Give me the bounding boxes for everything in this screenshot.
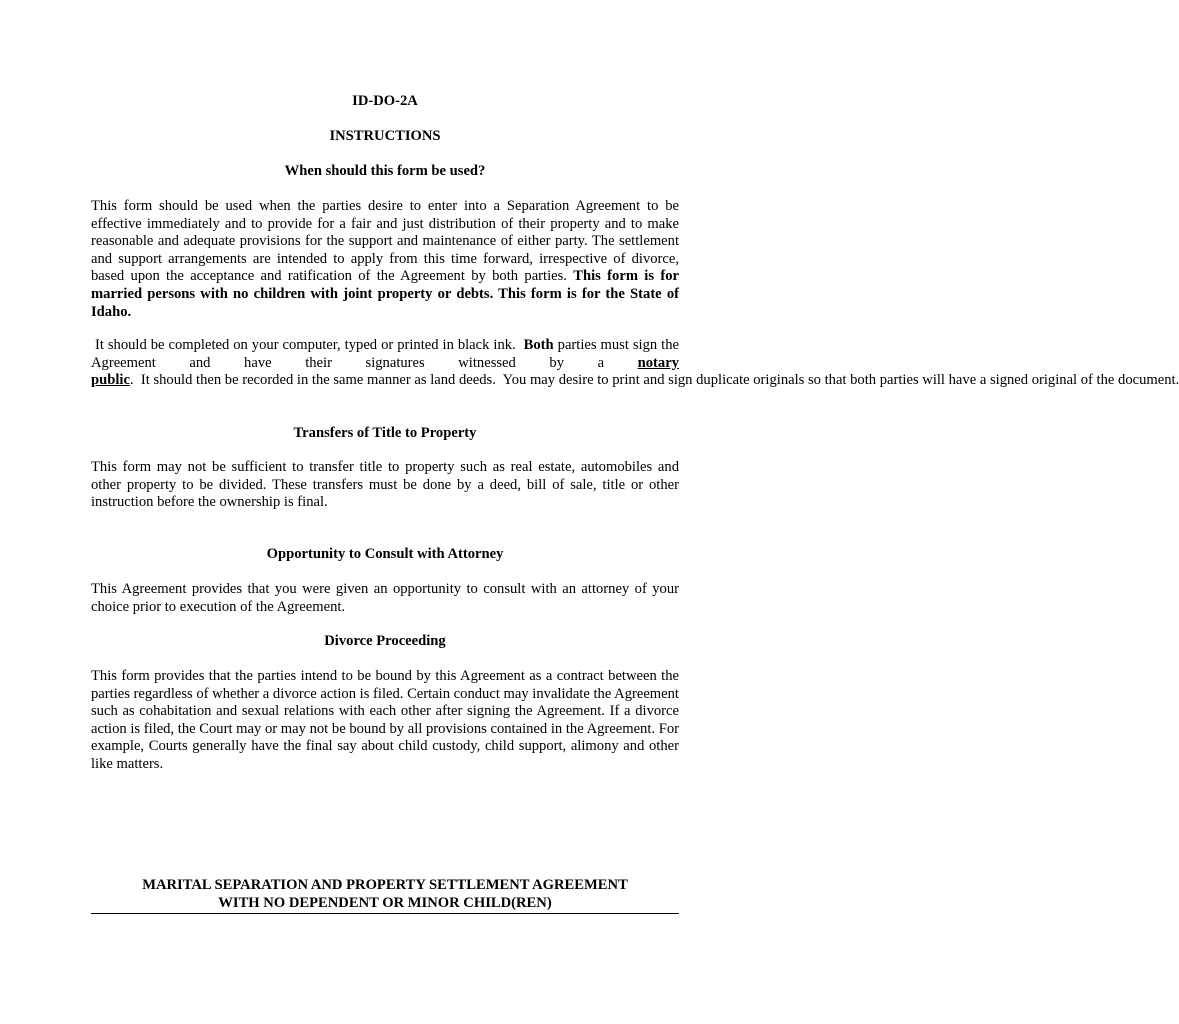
agreement-title-line-1: MARITAL SEPARATION AND PROPERTY SETTLEMENT AGREEMENT bbox=[142, 877, 628, 893]
usage-bold-text: This form is for married persons with no children with joint property or debts. This form is for the State of Idaho. bbox=[91, 268, 679, 320]
notary-public-text: notary public bbox=[91, 354, 679, 389]
completion-text-3: . It should then be recorded in the same manner as land deeds. You may desire to print and sign duplicate originals so that both parties will have a signed original of the document. bbox=[129, 372, 1179, 389]
completion-text-2: parties must sign the Agreement and have their signatures witnessed by a bbox=[91, 337, 679, 371]
usage-paragraph bbox=[91, 198, 679, 321]
divorce-paragraph: This form provides that the parties intend to be bound by this Agreement as a contract between the parties regardless of whether a divorce action is filed. Certain conduct may invalidate the Agreement such as cohabitation and sexual relations with each other after signing the Agreement. If a divorce action is filed, the Court may or may not be bound by all provisions contained in the Agreement. For example, Courts generally have the final say about child custody, child support, alimony and other like matters. bbox=[91, 668, 679, 772]
usage-text: This form should be used when the parties desire to enter into a Separation Agreement to be effective immediately and to provide for a fair and just distribution of their property and to make reasonable and adequate provisions for the support and maintenance of either party. The settlement and support arrangements are intended to apply from this time forward, irrespective of divorce, based upon the acceptance and ratification of the Agreement by both parties. bbox=[91, 198, 679, 285]
form-code: ID-DO-2A bbox=[352, 93, 418, 109]
transfers-heading: Transfers of Title to Property bbox=[293, 425, 477, 441]
completion-text-1: It should be completed on your computer, typed or printed in black ink. bbox=[91, 337, 524, 353]
instructions-heading: INSTRUCTIONS bbox=[329, 128, 441, 144]
agreement-title-line-2: WITH NO DEPENDENT OR MINOR CHILD(REN) bbox=[218, 894, 552, 911]
consult-paragraph: This Agreement provides that you were given an opportunity to consult with an attorney of your choice prior to execution of the Agreement. bbox=[91, 581, 679, 615]
transfers-paragraph: This form may not be sufficient to transfer title to property such as real estate, automobiles and other property to be divided. These transfers must be done by a deed, bill of sale, title or other instruction before the ownership is final. bbox=[91, 459, 679, 511]
divorce-heading: Divorce Proceeding bbox=[324, 633, 446, 649]
both-bold-text: Both bbox=[523, 337, 554, 353]
completion-paragraph bbox=[91, 337, 1179, 390]
agreement-title bbox=[91, 877, 679, 914]
when-to-use-heading: When should this form be used? bbox=[284, 163, 486, 179]
consult-heading: Opportunity to Consult with Attorney bbox=[266, 546, 504, 562]
